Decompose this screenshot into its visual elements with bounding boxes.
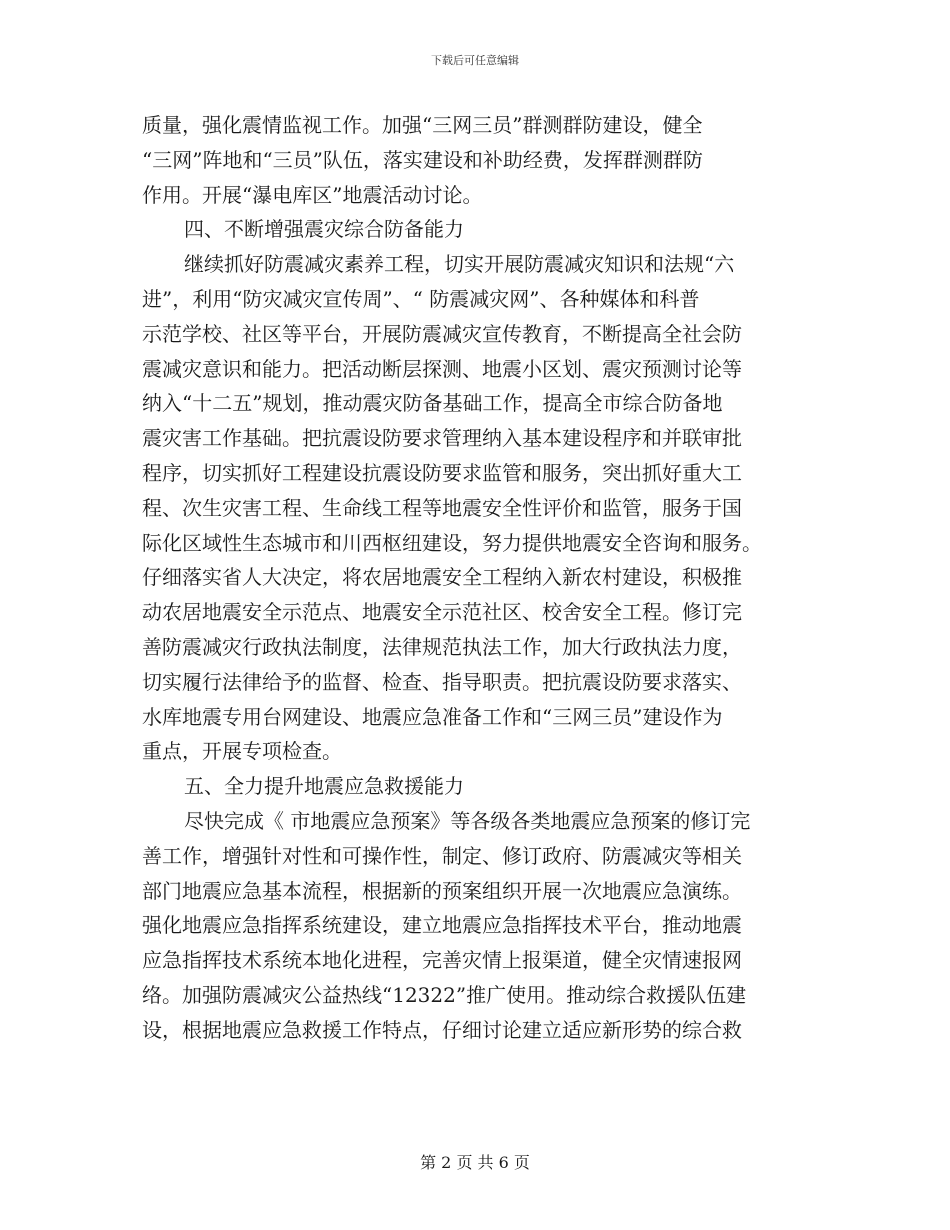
paragraph-start: 尽快完成《 市地震应急预案》等各级各类地震应急预案的修订完 [184,808,751,833]
text-line: 进”，利用“防灾减灾宣传周”、“ 防震减灾网”、各种媒体和科普 [142,286,700,311]
text-line: 水库地震专用台网建设、地震应急准备工作和“三网三员”建设作为 [142,704,723,729]
text-line: 仔细落实省人大决定，将农居地震安全工程纳入新农村建设，积极推 [142,565,742,590]
text-line: 动农居地震安全示范点、地震安全示范社区、校舍安全工程。修订完 [142,600,742,625]
text-line: 应急指挥技术系统本地化进程，完善灾情上报渠道，健全灾情速报网 [142,948,742,973]
text-line: 设，根据地震应急救援工作特点，仔细讨论建立适应新形势的综合救 [142,1017,742,1042]
text-line: 络。加强防震减灾公益热线“12322”推广使用。推动综合救援队伍建 [142,982,747,1007]
text-line: 质量，强化震情监视工作。加强“三网三员”群测群防建设，健全 [142,113,703,137]
section-heading-5: 五、全力提升地震应急救援能力 [184,774,464,799]
text-line: “三网”阵地和“三员”队伍，落实建设和补助经费，发挥群测群防 [142,147,703,172]
document-body [142,108,810,1048]
text-line: 善防震减灾行政执法制度，法律规范执法工作，加大行政执法力度， [142,634,742,659]
text-line: 震灾害工作基础。把抗震设防要求管理纳入基本建设程序和并联审批 [142,426,742,451]
text-line: 纳入“十二五”规划，推动震灾防备基础工作，提高全市综合防备地 [142,391,723,416]
text-line: 示范学校、社区等平台，开展防震减灾宣传教育，不断提高全社会防 [142,321,742,346]
text-line: 切实履行法律给予的监督、检查、指导职责。把抗震设防要求落实、 [142,669,742,694]
paragraph-start: 继续抓好防震减灾素养工程，切实开展防震减灾知识和法规“六 [184,252,735,277]
text-line: 程、次生灾害工程、生命线工程等地震安全性评价和监管，服务于国 [142,495,742,520]
text-line: 程序，切实抓好工程建设抗震设防要求监管和服务，突出抓好重大工 [142,460,742,485]
text-line: 作用。开展“瀑电库区”地震活动讨论。 [142,182,483,207]
text-line: 震减灾意识和能力。把活动断层探测、地震小区划、震灾预测讨论等 [142,356,742,381]
page-number: 第 2 页 共 6 页 [420,1153,530,1172]
text-line: 际化区域性生态城市和川西枢纽建设，努力提供地震安全咨询和服务。 [142,530,762,555]
page-header: 下载后可任意编辑 [431,54,519,67]
text-line: 重点，开展专项检查。 [142,739,342,764]
text-line: 善工作，增强针对性和可操作性，制定、修订政府、防震减灾等相关 [142,843,742,868]
section-heading-4: 四、不断增强震灾综合防备能力 [184,217,464,242]
text-line: 强化地震应急指挥系统建设，建立地震应急指挥技术平台，推动地震 [142,913,742,938]
text-line: 部门地震应急基本流程，根据新的预案组织开展一次地震应急演练。 [142,878,742,903]
